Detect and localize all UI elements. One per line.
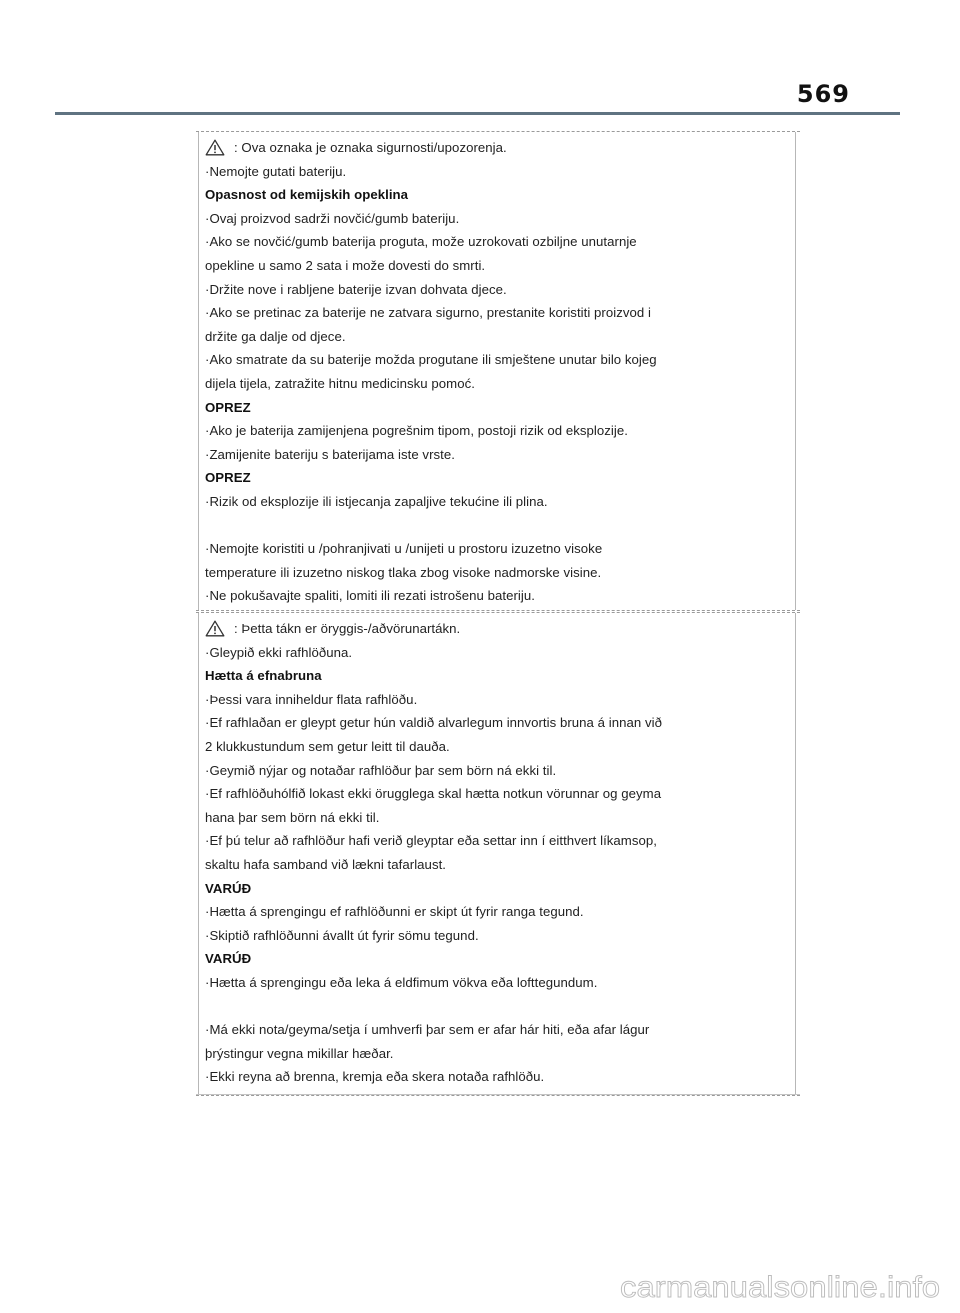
croatian-text-line: ·Nemojte koristiti u /pohranjivati u /unijeti u prostoru izuzetno visoke bbox=[205, 541, 603, 557]
croatian-text-line: ·Držite nove i rabljene baterije izvan dohvata djece. bbox=[205, 281, 507, 297]
croatian-text-line: opekline u samo 2 sata i može dovesti do smrti. bbox=[205, 257, 486, 273]
page-number: 569 bbox=[796, 80, 850, 108]
icelandic-text-line: ·Má ekki nota/geyma/setja í umhverfi þar sem er afar hár hiti, eða afar lágur bbox=[205, 1022, 650, 1038]
icelandic-blank-line bbox=[205, 995, 784, 1019]
icelandic-warning-box bbox=[196, 612, 800, 1096]
croatian-text-line: držite ga dalje od djece. bbox=[205, 328, 346, 344]
icelandic-text-line: ·Ef rafhlaðan er gleypt getur hún valdið alvarlegum innvortis bruna á innan við bbox=[205, 715, 662, 731]
icelandic-heading: VARÚÐ bbox=[205, 951, 252, 967]
icelandic-heading: VARÚÐ bbox=[205, 880, 252, 896]
croatian-warning-box bbox=[196, 131, 800, 611]
icelandic-text-line: 2 klukkustundum sem getur leitt til dauða. bbox=[205, 738, 450, 754]
croatian-symbol-text: : Ova oznaka je oznaka sigurnosti/upozorenja. bbox=[234, 140, 507, 155]
croatian-text-line: ·Ako smatrate da su baterije možda progutane ili smještene unutar bilo kojeg bbox=[205, 352, 657, 368]
croatian-text-line: ·Zamijenite bateriju s baterijama iste vrste. bbox=[205, 446, 455, 462]
croatian-heading: OPREZ bbox=[205, 399, 251, 415]
bottom-rule bbox=[196, 1094, 800, 1095]
croatian-heading: OPREZ bbox=[205, 470, 251, 486]
croatian-text-line: ·Rizik od eksplozije ili istjecanja zapaljive tekućine ili plina. bbox=[205, 493, 548, 509]
icelandic-text-line: hana þar sem börn ná ekki til. bbox=[205, 809, 380, 825]
croatian-text-line: temperature ili izuzetno niskog tlaka zbog visoke nadmorske visine. bbox=[205, 564, 602, 580]
icelandic-warning-content bbox=[205, 617, 784, 1089]
icelandic-text-lines bbox=[205, 641, 784, 1089]
icelandic-text-line: ·Þessi vara inniheldur flata rafhlöðu. bbox=[205, 691, 418, 707]
croatian-text-lines bbox=[205, 160, 784, 608]
icelandic-heading: Hætta á efnabruna bbox=[205, 668, 322, 684]
icelandic-text-line: ·Ef rafhlöðuhólfið lokast ekki örugglega skal hætta notkun vörunnar og geyma bbox=[205, 786, 662, 802]
croatian-text-line: ·Ovaj proizvod sadrži novčić/gumb bateriju. bbox=[205, 210, 460, 226]
croatian-warning-content bbox=[205, 136, 784, 608]
croatian-symbol-line bbox=[205, 136, 784, 160]
header-rule bbox=[55, 112, 900, 115]
icelandic-text-line: skaltu hafa samband við lækni tafarlaust. bbox=[205, 856, 447, 872]
croatian-text-line: ·Ne pokušavajte spaliti, lomiti ili rezati istrošenu bateriju. bbox=[205, 588, 535, 604]
icelandic-text-line: ·Ef þú telur að rafhlöður hafi verið gleyptar eða settar inn í eitthvert líkamsop, bbox=[205, 833, 657, 849]
icelandic-text-line: ·Hætta á sprengingu eða leka á eldfimum vökva eða lofttegundum. bbox=[205, 974, 598, 990]
warning-triangle-icon bbox=[205, 620, 225, 637]
croatian-text-line: dijela tijela, zatražite hitnu medicinsku pomoć. bbox=[205, 375, 475, 391]
warning-triangle-icon bbox=[205, 139, 225, 156]
watermark-text: carmanualsonline.info bbox=[620, 1271, 940, 1304]
icelandic-text-line: ·Skiptið rafhlöðunni ávallt út fyrir sömu tegund. bbox=[205, 927, 479, 943]
icelandic-symbol-line bbox=[205, 617, 784, 641]
croatian-text-line: ·Ako se pretinac za baterije ne zatvara sigurno, prestanite koristiti proizvod i bbox=[205, 305, 651, 321]
croatian-text-line: ·Ako se novčić/gumb baterija proguta, može uzrokovati ozbiljne unutarnje bbox=[205, 234, 637, 250]
icelandic-text-line: þrýstingur vegna mikillar hæðar. bbox=[205, 1045, 394, 1061]
croatian-heading: Opasnost od kemijskih opeklina bbox=[205, 187, 409, 203]
croatian-text-line: ·Nemojte gutati bateriju. bbox=[205, 163, 347, 179]
icelandic-text-line: ·Ekki reyna að brenna, kremja eða skera notaða rafhlöðu. bbox=[205, 1069, 545, 1085]
icelandic-text-line: ·Geymið nýjar og notaðar rafhlöður þar sem börn ná ekki til. bbox=[205, 762, 557, 778]
croatian-blank-line bbox=[205, 514, 784, 538]
croatian-text-line: ·Ako je baterija zamijenjena pogrešnim tipom, postoji rizik od eksplozije. bbox=[205, 423, 628, 439]
icelandic-text-line: ·Gleypið ekki rafhlöðuna. bbox=[205, 644, 353, 660]
icelandic-text-line: ·Hætta á sprengingu ef rafhlöðunni er skipt út fyrir ranga tegund. bbox=[205, 904, 584, 920]
icelandic-symbol-text: : Þetta tákn er öryggis-/aðvörunartákn. bbox=[234, 621, 461, 636]
